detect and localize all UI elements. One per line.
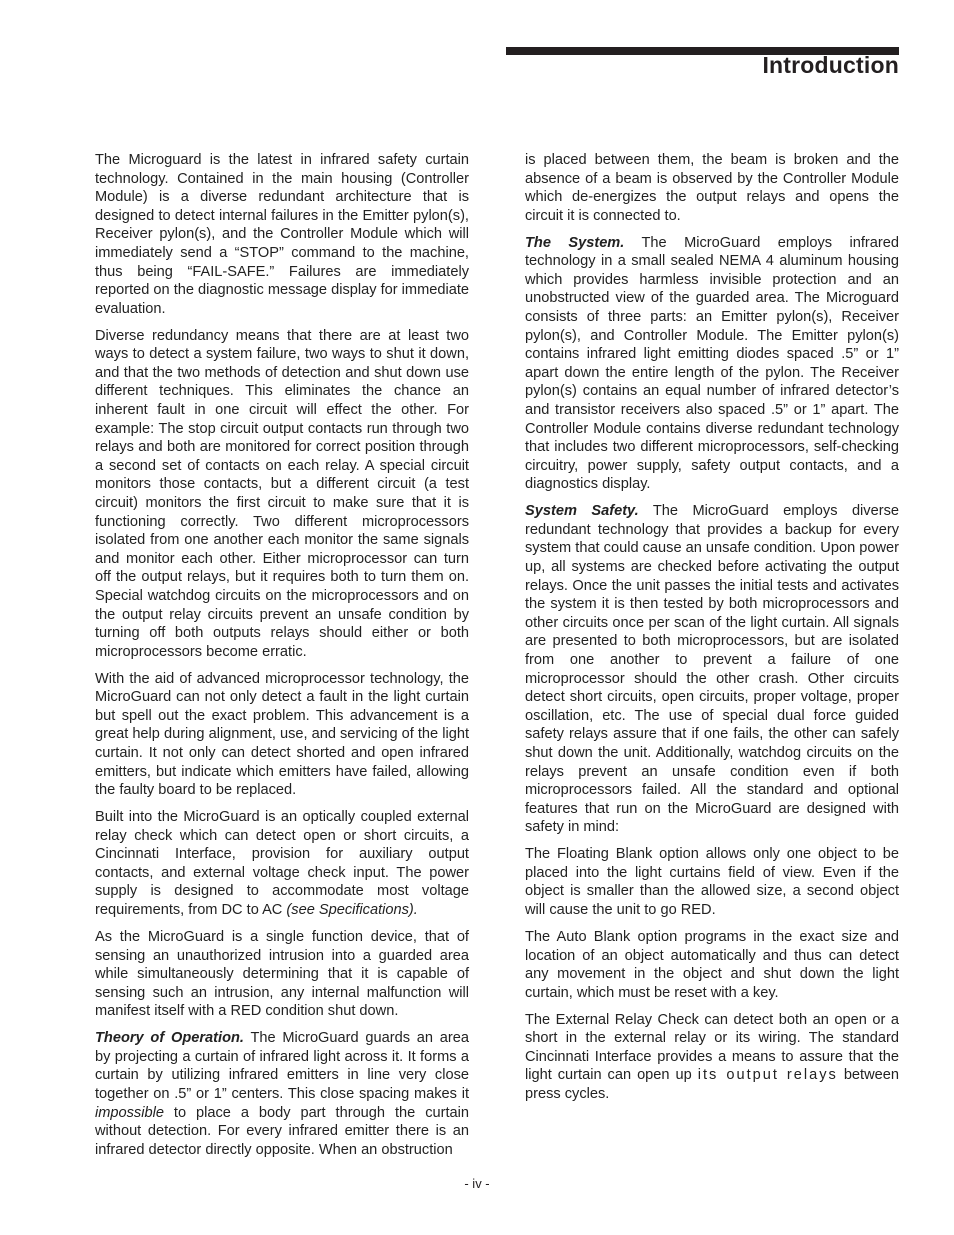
- theory-of-operation-paragraph: [95, 1029, 469, 1159]
- the-system-paragraph: [525, 234, 899, 494]
- intro-paragraph: The Microguard is the latest in infrared safety curtain technology. Contained in the main housing (Controller Module) is a diverse redundant architecture that is designed to detect internal failures in the Emitter pylon(s), Receiver pylon(s), and the Controller Module which will immediately send a “STOP” command to the machine, thus being “FAIL-SAFE.” Failures are immediately reported on the diagnostic message display for immediate evaluation.: [95, 152, 469, 317]
- single-function-paragraph: As the MicroGuard is a single function device, that of sensing an unauthorized intrusion into a guarded area while simultaneously determining that it is capable of sensing such an intrusion, any internal malfunction will manifest itself with a RED condition shut down.: [95, 928, 469, 1020]
- system-safety-heading: System Safety.: [525, 503, 639, 520]
- beam-continuation-paragraph: is placed between them, the beam is broken and the absence of a beam is observed by the Controller Module which de-energizes the output relays and opens the circuit it is connected to.: [525, 152, 899, 224]
- page-number: - iv -: [464, 1176, 490, 1191]
- built-in-features-paragraph: [95, 808, 469, 920]
- theory-of-operation-heading: Theory of Operation.: [95, 1030, 244, 1047]
- relay-check-spaced-text: its output relays: [697, 1067, 838, 1084]
- specifications-reference: (see Specifications).: [286, 902, 418, 919]
- system-safety-paragraph: [525, 502, 899, 837]
- auto-blank-paragraph: The Auto Blank option programs in the exact size and location of an object automatically and thus can detect any movement in the object and shut down the light curtain, which must be reset with a key.: [525, 928, 899, 1001]
- the-system-text: The MicroGuard employs infrared technology in a small sealed NEMA 4 aluminum housing which provides harmless invisible protection and an unobstructed view of the guarded area. The Microguard consists of three parts: an Emitter pylon(s), Receiver pylon(s), and Controller Module. The Emitter pylon(s) contains infrared light emitting diodes spaced .5” or 1” apart down the entire length of the pylon. The Receiver pylon(s) contains an equal number of infrared detector’s and transistor receivers also spaced .5” or 1” apart. The Controller Module contains diverse redundant technology that includes two different microprocessors, self-checking circuitry, power supply, safety output contacts, and a diagnostics display.: [525, 234, 899, 493]
- microprocessor-paragraph: With the aid of advanced microprocessor technology, the MicroGuard can not only detect a fault in the light curtain but spell out the exact problem. This advancement is a great help during alignment, use, and servicing of the light curtain. It not only can detect shorted and open infrared emitters, but indicate which emitters have failed, allowing the faulty board to be replaced.: [95, 670, 469, 799]
- built-in-features-text: Built into the MicroGuard is an optically coupled external relay check which can detect open or short circuits, a Cincinnati Interface, provision for auxiliary output contacts, and external voltage check input. The power supply is designed to accommodate most voltage requirements, from DC to AC: [95, 809, 469, 919]
- page-title: Introduction: [762, 52, 899, 78]
- diverse-redundancy-paragraph: Diverse redundancy means that there are at least two ways to detect a system failure, two ways to shut it down, and that the two methods of detection and shut down use different techniques. This eliminates the chance an inherent fault in one circuit will effect the other. For example: The stop circuit output contacts run through two relays and both are monitored for correct position through a second set of contacts on each relay. A special circuit monitors those contacts, but a different circuit (a test circuit) monitors the first circuit to make sure that it is functioning correctly. Two different microprocessors isolated from one another each monitor the same signals and monitor each other. Either microprocessor can turn off the output relays, but it requires both to turn them on. Special watchdog circuits on the microprocessors and on the output relay circuits prevent an unsafe condition by turning off both outputs relays should either or both microprocessors become erratic.: [95, 327, 469, 660]
- relay-check-text-a: The External Relay Check can detect both an open or a short in the external relay or its wiring. The standard Cincinnati Interface provides a means to assure that the light curtain can open up: [525, 1011, 899, 1084]
- right-column: [525, 151, 899, 1112]
- floating-blank-paragraph: The Floating Blank option allows only one object to be placed into the light curtains field of view. Even if the object is smaller than the allowed size, a second object will cause the unit to go RED.: [525, 846, 899, 919]
- the-system-heading: The System.: [525, 234, 625, 251]
- relay-check-text-b: between press cycles.: [525, 1067, 899, 1102]
- left-column: [95, 151, 469, 1168]
- theory-text-b: to place a body part through the curtain without detection. For every infrared emitter there is an infrared detector directly opposite. When an obstruction: [95, 1104, 469, 1158]
- system-safety-text: The MicroGuard employs diverse redundant technology that provides a backup for every system that could cause an unsafe condition. Upon power up, all systems are checked before activating the output relays. Once the unit passes the initial tests and activates the system it is then tested by both microprocessors and other circuits once per scan of the light curtain. All signals are presented to both microprocessors, but are isolated from one another to prevent a failure of one microprocessor should the other crash. Other circuits detect short circuits, open circuits, proper voltage, proper oscillation, etc. The use of special dual force guided safety relays assure that if one fails, the other can safely shut down the unit. Additionally, watchdog circuits on the relays prevent an unsafe condition even if both microprocessors failed. All the standard and optional features that run on the MicroGuard are designed with safety in mind:: [525, 503, 899, 836]
- theory-emphasis: impossible: [95, 1104, 164, 1121]
- external-relay-check-paragraph: [525, 1011, 899, 1104]
- theory-text-a: The MicroGuard guards an area by projecting a curtain of infrared light across it. It forms a curtain by utilizing infrared emitters in line very close together on .5” or 1” centers. This close spacing makes it: [95, 1030, 469, 1102]
